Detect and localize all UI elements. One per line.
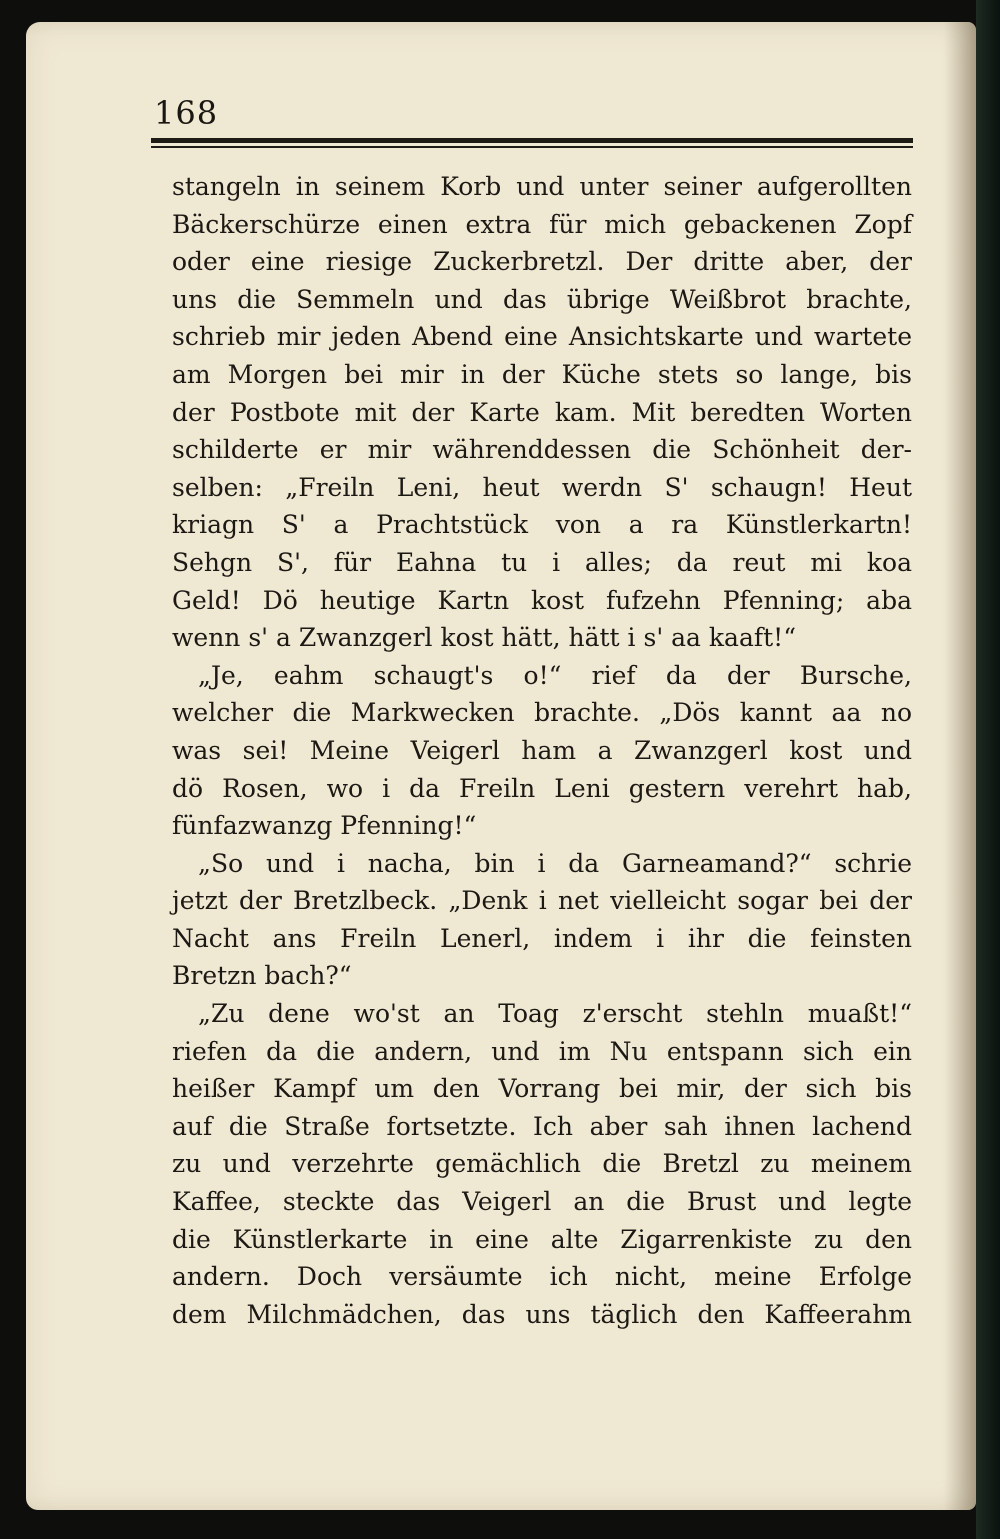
text-line: Sehgn S', für Eahna tu i alles; da reut mi koa — [172, 547, 912, 577]
text-line: schrieb mir jeden Abend eine Ansichtskarte und wartete — [172, 322, 912, 352]
text-line: uns die Semmeln und das übrige Weißbrot brachte, — [172, 284, 912, 314]
text-line: Bäckerschürze einen extra für mich gebackenen Zopf — [172, 209, 912, 239]
text-line: stangeln in seinem Korb und unter seiner aufgerollten — [172, 172, 912, 201]
text-line: der Postbote mit der Karte kam. Mit beredten Worten — [172, 397, 912, 427]
text-line: die Künstlerkarte in eine alte Zigarrenkiste zu den — [172, 1224, 912, 1254]
text-line: riefen da die andern, und im Nu entspann sich ein — [172, 1036, 912, 1066]
text-line: oder eine riesige Zuckerbretzl. Der dritte aber, der — [172, 247, 912, 277]
page-number: 168 — [154, 94, 219, 132]
text-line: zu und verzehrte gemächlich die Bretzl zu meinem — [172, 1149, 912, 1179]
text-line: „Je, eahm schaugt's o!“ rief da der Bursche, — [198, 660, 912, 690]
text-line: wenn s' a Zwanzgerl kost hätt, hätt i s' aa kaaft!“ — [172, 623, 796, 653]
text-line: „Zu dene wo'st an Toag z'erscht stehln muaßt!“ — [198, 999, 912, 1029]
text-line: schilderte er mir währenddessen die Schönheit der- — [172, 435, 912, 465]
text-line: Kaffee, steckte das Veigerl an die Brust und legte — [172, 1187, 912, 1217]
book-cover-edge — [976, 0, 1000, 1539]
text-line: dem Milchmädchen, das uns täglich den Kaffeerahm — [172, 1299, 912, 1329]
text-line: fünfazwanzg Pfenning!“ — [172, 811, 477, 841]
text-line: dö Rosen, wo i da Freiln Leni gestern verehrt hab, — [172, 773, 912, 803]
header-rule-thin — [151, 146, 913, 148]
text-line: kriagn S' a Prachtstück von a ra Künstlerkartn! — [172, 510, 912, 540]
text-line: was sei! Meine Veigerl ham a Zwanzgerl kost und — [172, 735, 912, 765]
text-line: Geld! Dö heutige Kartn kost fufzehn Pfenning; aba — [172, 585, 912, 615]
page-edge-shadow — [944, 22, 976, 1510]
text-line: heißer Kampf um den Vorrang bei mir, der sich bis — [172, 1074, 912, 1104]
text-line: jetzt der Bretzlbeck. „Denk i net vielleicht sogar bei der — [172, 886, 912, 916]
text-line: andern. Doch versäumte ich nicht, meine Erfolge — [172, 1262, 912, 1292]
text-line: Bretzn bach?“ — [172, 961, 352, 991]
text-line: selben: „Freiln Leni, heut werdn S' schaugn! Heut — [172, 472, 912, 502]
text-line: auf die Straße fortsetzte. Ich aber sah ihnen lachend — [172, 1111, 912, 1141]
text-line: am Morgen bei mir in der Küche stets so lange, bis — [172, 359, 912, 389]
text-line: „So und i nacha, bin i da Garneamand?“ schrie — [198, 848, 912, 878]
header-rule-thick — [151, 138, 913, 143]
text-line: welcher die Markwecken brachte. „Dös kannt aa no — [172, 698, 912, 728]
text-line: Nacht ans Freiln Lenerl, indem i ihr die feinsten — [172, 923, 912, 953]
body-text — [172, 168, 912, 1333]
